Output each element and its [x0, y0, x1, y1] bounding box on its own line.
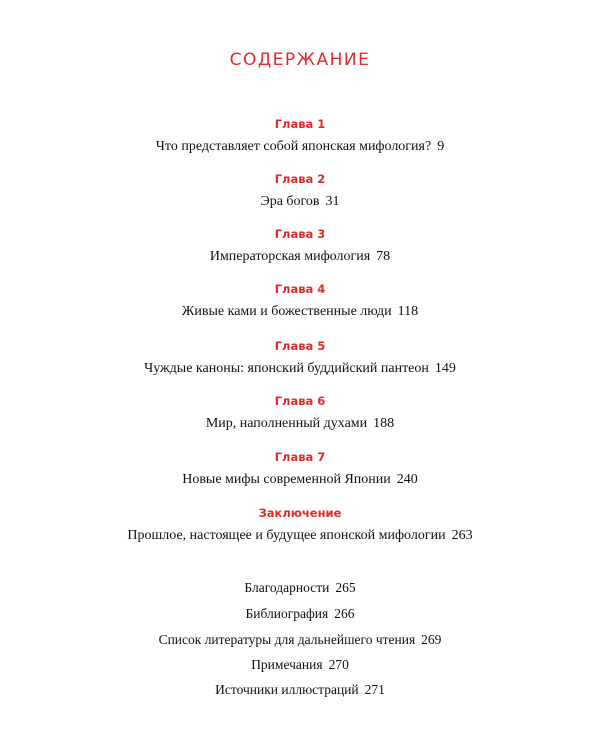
chapter-title: Императорская мифология — [209, 249, 371, 264]
page-number: 263 — [451, 528, 473, 543]
chapter-title-line — [0, 193, 600, 211]
back-matter-title: Источники иллюстраций — [215, 682, 359, 697]
chapter-title: Что представляет собой японская мифология? — [155, 139, 432, 154]
page-number: 265 — [335, 580, 356, 595]
chapter-title: Прошлое, настоящее и будущее японской мифологии — [127, 528, 446, 543]
chapter-title-line — [0, 471, 600, 489]
page-number: 240 — [396, 472, 418, 487]
chapter-title: Новые мифы современной Японии — [182, 472, 391, 487]
page-number: 31 — [325, 194, 340, 209]
toc-entry-chapter-5 — [0, 339, 600, 378]
chapter-label: Глава 2 — [274, 172, 326, 186]
chapter-label: Глава 1 — [274, 117, 326, 131]
chapter-label: Глава 7 — [274, 450, 326, 464]
page-number: 266 — [334, 606, 355, 621]
toc-entry-back-matter — [0, 579, 600, 597]
chapter-label: Заключение — [258, 506, 342, 520]
toc-entry-back-matter — [0, 605, 600, 623]
toc-entry-back-matter — [0, 631, 600, 649]
page-number: 270 — [328, 657, 349, 672]
chapter-title: Эра богов — [260, 194, 320, 209]
toc-entry-back-matter — [0, 656, 600, 674]
toc-entry-chapter-4 — [0, 282, 600, 321]
back-matter-title: Благодарности — [244, 580, 330, 595]
chapter-title-line — [0, 527, 600, 545]
toc-entry-back-matter — [0, 681, 600, 699]
toc-entry-chapter-2 — [0, 172, 600, 211]
toc-entry-chapter-1 — [0, 117, 600, 156]
chapter-title-line — [0, 248, 600, 266]
page-title: СОДЕРЖАНИЕ — [229, 50, 371, 70]
chapter-title-line — [0, 360, 600, 378]
chapter-label: Глава 6 — [274, 394, 326, 408]
chapter-title: Живые ками и божественные люди — [181, 304, 392, 319]
page-number: 118 — [397, 304, 419, 319]
page-number: 149 — [434, 361, 456, 376]
page-number: 188 — [373, 416, 395, 431]
back-matter-title: Примечания — [251, 657, 323, 672]
chapter-title-line — [0, 415, 600, 433]
toc-entry-chapter-7 — [0, 450, 600, 489]
toc-entry-conclusion — [0, 506, 600, 545]
chapter-title: Чуждые каноны: японский буддийский пантеон — [144, 361, 429, 376]
back-matter-title: Библиография — [245, 606, 329, 621]
toc-entry-chapter-6 — [0, 394, 600, 433]
page-number: 9 — [437, 139, 445, 154]
chapter-title-line — [0, 303, 600, 321]
chapter-label: Глава 4 — [274, 282, 326, 296]
page-number: 271 — [364, 682, 385, 697]
chapter-title-line — [0, 138, 600, 156]
page-number: 78 — [376, 249, 391, 264]
chapter-label: Глава 5 — [274, 339, 326, 353]
toc-entry-chapter-3 — [0, 227, 600, 266]
chapter-title: Мир, наполненный духами — [205, 416, 368, 431]
chapter-label: Глава 3 — [274, 227, 326, 241]
page-number: 269 — [421, 632, 442, 647]
back-matter-title: Список литературы для дальнейшего чтения — [158, 632, 416, 647]
